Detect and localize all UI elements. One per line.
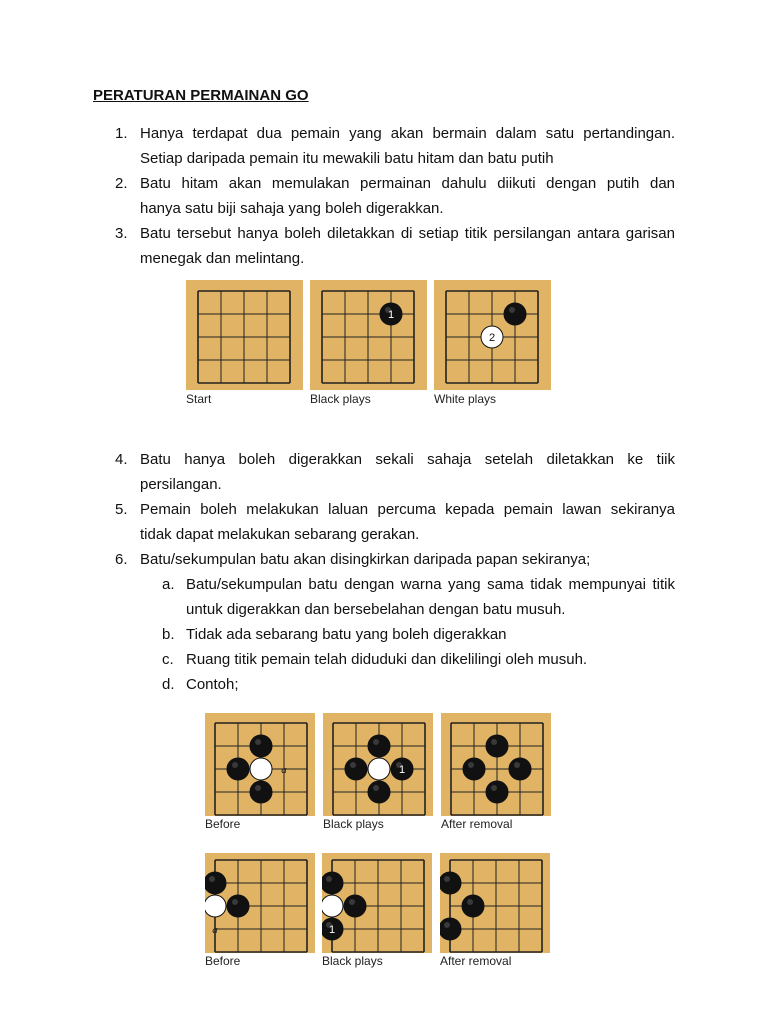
stone-highlight	[255, 739, 261, 745]
go-board-svg	[440, 853, 550, 953]
rule-text-line: Batu tersebut hanya boleh diletakkan di setiap titik persilangan antara garisan	[140, 225, 675, 242]
subrule-letter: d.	[162, 676, 175, 693]
diagram-caption: White plays	[434, 392, 497, 406]
black-stone	[463, 758, 485, 780]
go-board-svg	[310, 280, 427, 390]
black-stone	[227, 758, 249, 780]
white-stone	[250, 758, 272, 780]
black-stone	[440, 872, 461, 894]
stone-highlight	[232, 899, 238, 905]
white-stone	[368, 758, 390, 780]
black-stone	[345, 758, 367, 780]
stone-highlight	[255, 785, 261, 791]
subrule-letter: a.	[162, 576, 175, 593]
go-board-diagram	[440, 853, 550, 953]
go-board-diagram	[434, 280, 551, 390]
stone-highlight	[467, 899, 473, 905]
stone-highlight	[373, 739, 379, 745]
rule-number: 3.	[115, 225, 128, 242]
stone-highlight	[209, 876, 215, 882]
stone-highlight	[373, 785, 379, 791]
stone-move-number: 1	[328, 924, 336, 936]
go-board-diagram	[322, 853, 432, 953]
diagram-caption: After removal	[440, 954, 512, 968]
stone-highlight	[514, 762, 520, 768]
go-board-svg	[434, 280, 551, 390]
diagram-caption: Black plays	[310, 392, 371, 406]
point-marker-label: a	[212, 924, 218, 936]
stone-highlight	[349, 899, 355, 905]
black-stone	[504, 303, 526, 325]
subrule-letter: c.	[162, 651, 174, 668]
go-board-diagram	[205, 713, 315, 816]
rule-number: 2.	[115, 175, 128, 192]
point-marker-label: a	[281, 764, 287, 776]
black-stone	[322, 872, 343, 894]
go-board-svg	[441, 713, 551, 816]
diagram-caption: Before	[205, 954, 241, 968]
diagram-caption: After removal	[441, 817, 513, 831]
subrule-text-line: Contoh;	[186, 676, 239, 693]
stone-highlight	[350, 762, 356, 768]
go-board-svg	[205, 853, 315, 953]
diagram-caption: Black plays	[322, 954, 383, 968]
document-title: PERATURAN PERMAINAN GO	[93, 87, 309, 104]
stone-highlight	[444, 922, 450, 928]
subrule-text-line: untuk digerakkan dan bersebelahan dengan batu musuh.	[186, 601, 566, 618]
rule-text-line: tidak dapat melakukan sebarang gerakan.	[140, 526, 420, 543]
rule-text-line: Hanya terdapat dua pemain yang akan bermain dalam satu pertandingan.	[140, 125, 675, 142]
go-board-diagram	[441, 713, 551, 816]
go-board-diagram	[205, 853, 315, 953]
black-stone	[440, 918, 461, 940]
stone-highlight	[326, 876, 332, 882]
rule-text-line: Batu/sekumpulan batu akan disingkirkan daripada papan sekiranya;	[140, 551, 591, 568]
subrule-text-line: Ruang titik pemain telah diduduki dan dikelilingi oleh musuh.	[186, 651, 588, 668]
stone-move-number: 2	[488, 332, 496, 344]
rule-text-line: Batu hitam akan memulakan permainan dahulu diikuti dengan putih dan	[140, 175, 675, 192]
rule-number: 5.	[115, 501, 128, 518]
stone-highlight	[444, 876, 450, 882]
black-stone	[250, 735, 272, 757]
go-board-diagram	[323, 713, 433, 816]
rule-text-line: Pemain boleh melakukan laluan percuma kepada pemain lawan sekiranya	[140, 501, 675, 518]
diagram-caption: Start	[186, 392, 212, 406]
stone-highlight	[491, 785, 497, 791]
black-stone	[486, 781, 508, 803]
stone-highlight	[509, 307, 515, 313]
black-stone	[344, 895, 366, 917]
stone-highlight	[468, 762, 474, 768]
rule-text-line: Setiap daripada pemain itu mewakili batu hitam dan batu putih	[140, 150, 554, 167]
go-board-diagram	[186, 280, 303, 390]
stone-highlight	[491, 739, 497, 745]
black-stone	[368, 735, 390, 757]
stone-move-number: 1	[398, 764, 406, 776]
white-stone	[205, 895, 226, 917]
rule-text-line: menegak dan melintang.	[140, 250, 305, 267]
rule-text-line: persilangan.	[140, 476, 222, 493]
rule-number: 1.	[115, 125, 128, 142]
subrule-text-line: Batu/sekumpulan batu dengan warna yang sama tidak mempunyai titik	[186, 576, 675, 593]
black-stone	[250, 781, 272, 803]
black-stone	[462, 895, 484, 917]
go-board-svg	[322, 853, 432, 953]
black-stone	[509, 758, 531, 780]
go-board-svg	[186, 280, 303, 390]
rule-text-line: hanya satu biji sahaja yang boleh digerakkan.	[140, 200, 444, 217]
diagram-caption: Before	[205, 817, 241, 831]
stone-highlight	[232, 762, 238, 768]
rule-text-line: Batu hanya boleh digerakkan sekali sahaja setelah diletakkan ke tiik	[140, 451, 675, 468]
diagram-caption: Black plays	[323, 817, 384, 831]
go-board-diagram	[310, 280, 427, 390]
black-stone	[205, 872, 226, 894]
go-board-svg	[205, 713, 315, 816]
rule-number: 4.	[115, 451, 128, 468]
subrule-text-line: Tidak ada sebarang batu yang boleh digerakkan	[186, 626, 507, 643]
black-stone	[486, 735, 508, 757]
subrule-letter: b.	[162, 626, 175, 643]
black-stone	[368, 781, 390, 803]
stone-move-number: 1	[387, 309, 395, 321]
go-board-svg	[323, 713, 433, 816]
black-stone	[227, 895, 249, 917]
rule-number: 6.	[115, 551, 128, 568]
white-stone	[322, 895, 343, 917]
